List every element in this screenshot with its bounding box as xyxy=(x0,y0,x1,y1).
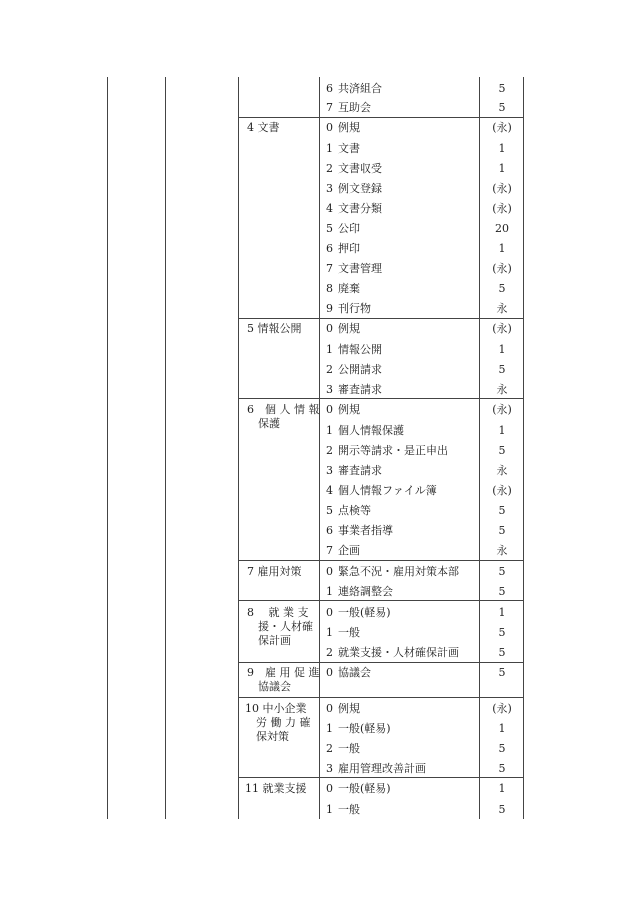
item-name: 一般 xyxy=(338,803,360,816)
item-name: 一般 xyxy=(338,742,360,755)
retention-period: 5 xyxy=(498,803,506,816)
item-code: 0 xyxy=(326,121,333,134)
item-code: 7 xyxy=(326,101,333,114)
item-name: 点検等 xyxy=(338,504,371,517)
item-code: 1 xyxy=(326,424,333,437)
item-name: 審査請求 xyxy=(338,464,382,477)
item-code: 1 xyxy=(326,585,333,598)
group-separator xyxy=(238,662,524,663)
item-code: 0 xyxy=(326,403,333,416)
item-code: 6 xyxy=(326,242,333,255)
item-name: 審査請求 xyxy=(338,383,382,396)
retention-period: (永) xyxy=(492,322,512,335)
item-code: 0 xyxy=(326,565,333,578)
retention-period: 1 xyxy=(498,722,506,735)
item-code: 0 xyxy=(326,702,333,715)
category-label: 保対策 xyxy=(245,730,289,743)
column-divider xyxy=(165,77,166,819)
category-label: 労 働 力 確 xyxy=(245,716,311,729)
retention-period: 5 xyxy=(498,282,506,295)
item-code: 9 xyxy=(326,302,333,315)
retention-period: (永) xyxy=(492,202,512,215)
group-separator xyxy=(238,318,524,319)
item-code: 3 xyxy=(326,464,333,477)
retention-period: 1 xyxy=(498,242,506,255)
item-code: 6 xyxy=(326,524,333,537)
retention-period: (永) xyxy=(492,182,512,195)
item-name: 開示等請求・是正申出 xyxy=(338,444,448,457)
category-label: 5 情報公開 xyxy=(247,322,302,335)
item-name: 例文登録 xyxy=(338,182,382,195)
item-code: 2 xyxy=(326,646,333,659)
retention-period: 5 xyxy=(498,666,506,679)
item-name: 雇用管理改善計画 xyxy=(338,762,426,775)
retention-period: 永 xyxy=(496,544,508,557)
retention-period: 5 xyxy=(498,585,506,598)
item-name: 文書分類 xyxy=(338,202,382,215)
item-code: 0 xyxy=(326,666,333,679)
item-code: 2 xyxy=(326,162,333,175)
item-name: 一般(軽易) xyxy=(338,606,391,619)
item-name: 連絡調整会 xyxy=(338,585,393,598)
retention-period: 5 xyxy=(498,101,506,114)
item-name: 事業者指導 xyxy=(338,524,393,537)
item-name: 例規 xyxy=(338,403,360,416)
retention-period: 5 xyxy=(498,524,506,537)
retention-period: 1 xyxy=(498,343,506,356)
item-code: 4 xyxy=(326,484,333,497)
item-name: 例規 xyxy=(338,322,360,335)
item-code: 2 xyxy=(326,363,333,376)
group-separator xyxy=(238,398,524,399)
item-code: 1 xyxy=(326,722,333,735)
item-code: 1 xyxy=(326,343,333,356)
item-code: 8 xyxy=(326,282,333,295)
item-name: 一般(軽易) xyxy=(338,722,391,735)
group-separator xyxy=(238,777,524,778)
item-name: 文書管理 xyxy=(338,262,382,275)
category-label: 8 就 業 支 xyxy=(247,606,309,619)
category-label: 4 文書 xyxy=(247,121,280,134)
item-code: 0 xyxy=(326,782,333,795)
retention-period: (永) xyxy=(492,121,512,134)
column-divider xyxy=(319,77,320,819)
retention-period: 5 xyxy=(498,646,506,659)
retention-period: (永) xyxy=(492,702,512,715)
item-code: 4 xyxy=(326,202,333,215)
item-code: 2 xyxy=(326,444,333,457)
retention-period: (永) xyxy=(492,262,512,275)
item-name: 個人情報保護 xyxy=(338,424,404,437)
category-label: 保護 xyxy=(247,417,280,430)
retention-period: 20 xyxy=(495,222,509,235)
column-divider xyxy=(107,77,108,819)
item-name: 廃棄 xyxy=(338,282,360,295)
category-label: 10 中小企業 xyxy=(245,702,307,715)
item-code: 5 xyxy=(326,222,333,235)
item-name: 互助会 xyxy=(338,101,371,114)
item-code: 7 xyxy=(326,262,333,275)
item-name: 一般(軽易) xyxy=(338,782,391,795)
retention-period: 5 xyxy=(498,565,506,578)
item-code: 3 xyxy=(326,182,333,195)
item-name: 緊急不況・雇用対策本部 xyxy=(338,565,459,578)
category-label: 保計画 xyxy=(247,634,291,647)
item-name: 文書 xyxy=(338,142,360,155)
category-label: 11 就業支援 xyxy=(245,782,307,795)
retention-period: 1 xyxy=(498,606,506,619)
retention-period: 1 xyxy=(498,162,506,175)
item-name: 個人情報ファイル簿 xyxy=(338,484,437,497)
item-name: 就業支援・人材確保計画 xyxy=(338,646,459,659)
item-code: 1 xyxy=(326,803,333,816)
group-separator xyxy=(238,117,524,118)
retention-period: 5 xyxy=(498,742,506,755)
item-code: 7 xyxy=(326,544,333,557)
retention-period: 永 xyxy=(496,464,508,477)
item-name: 共済組合 xyxy=(338,82,382,95)
retention-period: (永) xyxy=(492,484,512,497)
item-name: 情報公開 xyxy=(338,343,382,356)
item-code: 5 xyxy=(326,504,333,517)
retention-period: 5 xyxy=(498,762,506,775)
item-code: 0 xyxy=(326,606,333,619)
retention-period: 5 xyxy=(498,504,506,517)
item-name: 公開請求 xyxy=(338,363,382,376)
item-code: 6 xyxy=(326,82,333,95)
item-name: 協議会 xyxy=(338,666,371,679)
item-code: 3 xyxy=(326,383,333,396)
category-label: 協議会 xyxy=(247,680,291,693)
item-code: 1 xyxy=(326,626,333,639)
retention-period: 5 xyxy=(498,363,506,376)
group-separator xyxy=(238,697,524,698)
item-name: 例規 xyxy=(338,702,360,715)
item-code: 2 xyxy=(326,742,333,755)
retention-period: 永 xyxy=(496,383,508,396)
item-name: 押印 xyxy=(338,242,360,255)
item-name: 文書収受 xyxy=(338,162,382,175)
category-label: 援・人材確 xyxy=(247,620,313,633)
item-code: 3 xyxy=(326,762,333,775)
item-name: 公印 xyxy=(338,222,360,235)
category-label: 7 雇用対策 xyxy=(247,565,302,578)
item-name: 一般 xyxy=(338,626,360,639)
item-code: 0 xyxy=(326,322,333,335)
column-divider xyxy=(238,77,239,819)
retention-period: 5 xyxy=(498,82,506,95)
item-name: 企画 xyxy=(338,544,360,557)
retention-period: 1 xyxy=(498,142,506,155)
item-code: 1 xyxy=(326,142,333,155)
item-name: 刊行物 xyxy=(338,302,371,315)
group-separator xyxy=(238,600,524,601)
item-name: 例規 xyxy=(338,121,360,134)
retention-period: 1 xyxy=(498,782,506,795)
group-separator xyxy=(238,560,524,561)
retention-period: 5 xyxy=(498,444,506,457)
category-label: 9 雇 用 促 進 xyxy=(247,666,320,679)
retention-period: 5 xyxy=(498,626,506,639)
retention-period: (永) xyxy=(492,403,512,416)
category-label: 6 個 人 情 報 xyxy=(247,403,320,416)
retention-period: 永 xyxy=(496,302,508,315)
retention-period: 1 xyxy=(498,424,506,437)
